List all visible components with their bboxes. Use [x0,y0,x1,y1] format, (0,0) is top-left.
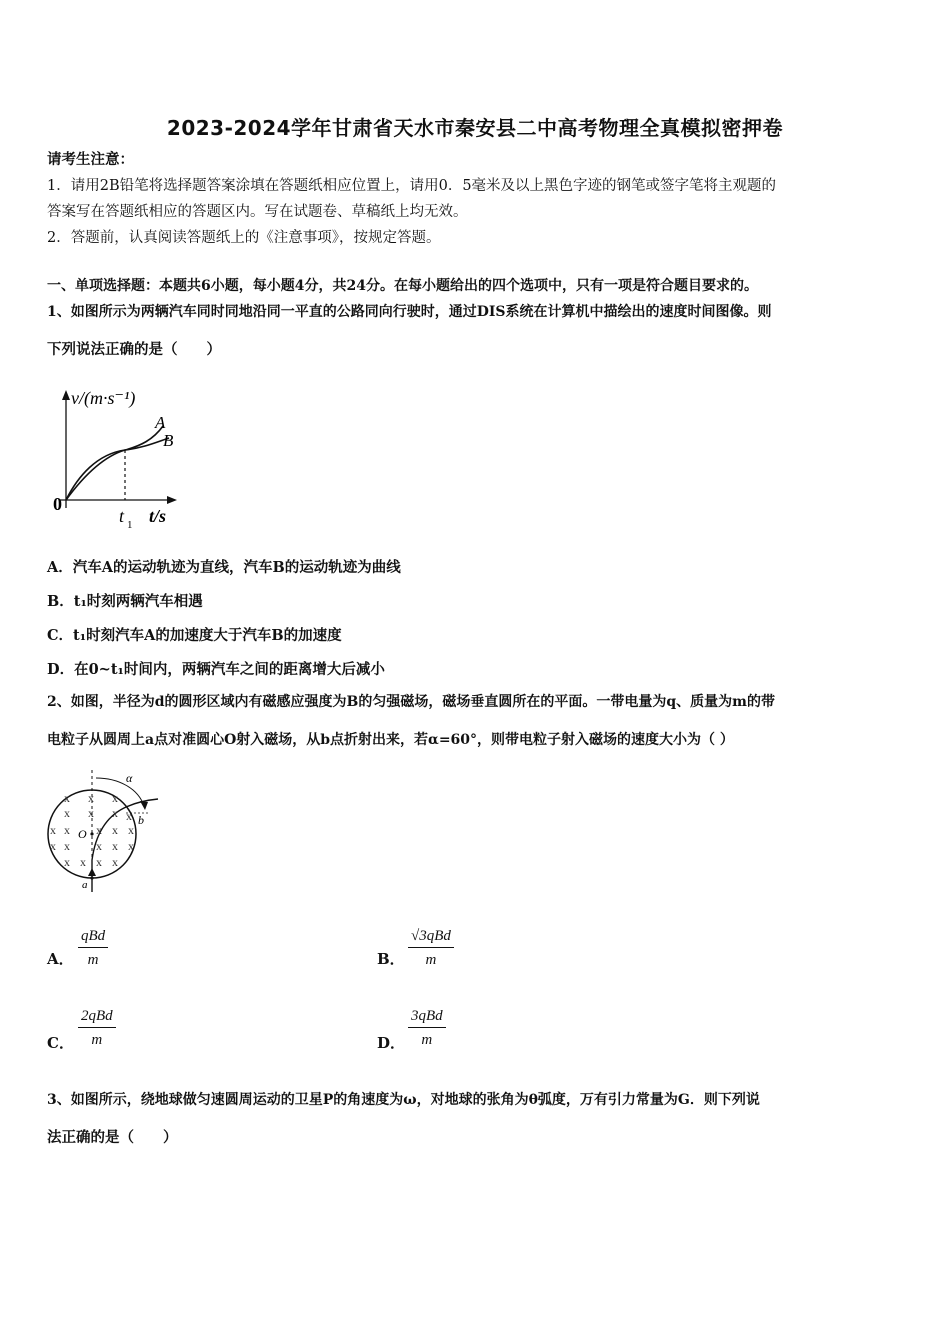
q2-option-a-fraction [78,928,108,969]
numerator: qBd [78,928,108,948]
curve-a [66,426,163,500]
notice-item-2: 2．答题前，认真阅读答题纸上的《注意事项》，按规定答题。 [47,230,441,246]
x-axis-label: t/s [149,506,167,526]
y-axis-label: v/(m·s⁻¹) [71,388,136,408]
curve-a-label: A [155,413,166,432]
cross: x [112,823,118,837]
cross: x [64,791,70,805]
cross: x [126,809,132,823]
t1-subscript: 1 [127,519,133,531]
numerator: √3qBd [408,928,454,948]
cross: x [112,791,118,805]
page-title: 2023-2024学年甘肃省天水市秦安县二中高考物理全真模拟密押卷 [166,116,784,140]
denominator: m [87,952,99,968]
x-axis-arrow [167,496,177,504]
cross: x [112,855,118,869]
q1-text-line-1: 1、如图所示为两辆汽车同时同地沿同一平直的公路同向行驶时，通过DIS系统在计算机中描绘出的速度时间图像。则 [47,304,772,320]
alpha-label: α [126,771,133,785]
cross: x [112,806,118,820]
q2-magnetic-field-figure [40,768,170,896]
cross: x [128,823,134,837]
numerator: 3qBd [408,1008,446,1028]
q2-option-d-fraction [408,1008,446,1049]
center-dot [90,832,93,835]
cross: x [96,839,102,853]
cross: x [64,839,70,853]
section-heading: 一、单项选择题：本题共6小题，每小题4分，共24分。在每小题给出的四个选项中，只有一项是符合题目要求的。 [47,278,758,294]
q2-text-line-1: 2、如图，半径为d的圆形区域内有磁感应强度为B的匀强磁场，磁场垂直圆所在的平面。一带电量为q、质量为m的带 [47,694,775,710]
notice-heading: 请考生注意： [47,151,134,168]
q2-text-line-2: 电粒子从圆周上a点对准圆心O射入磁场，从b点折射出来，若α=60°，则带电粒子射入磁场的速度大小为（ ） [47,732,734,748]
numerator: 2qBd [78,1008,116,1028]
cross: x [50,839,56,853]
curve-b [66,438,169,500]
q2-option-c-label: C． [47,1034,74,1052]
cross: x [128,839,134,853]
y-axis-arrow [62,390,70,400]
point-a-dot [90,876,93,879]
q1-velocity-time-graph [45,378,195,533]
q1-option-a: A．汽车A的运动轨迹为直线，汽车B的运动轨迹为曲线 [47,559,401,576]
notice-item-1-line-2: 答案写在答题纸相应的答题区内。写在试题卷、草稿纸上均无效。 [47,204,468,220]
cross: x [88,806,94,820]
point-b-label: b [138,813,144,827]
center-o-label: O [78,827,87,841]
curve-b-label: B [163,431,174,450]
cross: x [96,855,102,869]
t1-label: t [119,506,125,526]
cross: x [96,823,102,837]
q1-option-b: B．t₁时刻两辆汽车相遇 [47,593,203,610]
q1-option-d: D．在0~t₁时间内，两辆汽车之间的距离增大后减小 [47,661,385,678]
q2-option-b-label: B． [377,950,405,968]
point-a-label: a [82,879,88,891]
q3-text-line-2: 法正确的是（ ） [47,1129,178,1146]
alpha-arc-arrow [140,801,148,810]
notice-item-1-line-1: 1．请用2B铅笔将选择题答案涂填在答题纸相应位置上，请用0．5毫米及以上黑色字迹的钢笔或签字笔将主观题的 [47,178,777,194]
q2-option-c-fraction [78,1008,116,1049]
cross: x [88,791,94,805]
denominator: m [421,1032,433,1048]
entry-arrow [88,868,96,876]
q2-option-a-label: A． [47,950,74,968]
q2-option-b-fraction [408,928,454,969]
q1-option-c: C．t₁时刻汽车A的加速度大于汽车B的加速度 [47,627,342,644]
q1-text-line-2: 下列说法正确的是（ ） [47,341,221,358]
q3-text-line-1: 3、如图所示，绕地球做匀速圆周运动的卫星P的角速度为ω，对地球的张角为θ弧度，万有引力常量为G．则下列说 [47,1092,760,1108]
denominator: m [425,952,437,968]
q2-option-d-label: D． [377,1034,406,1052]
cross: x [64,806,70,820]
cross: x [64,855,70,869]
cross: x [112,839,118,853]
cross: x [64,823,70,837]
cross: x [80,855,86,869]
denominator: m [91,1032,103,1048]
cross: x [50,823,56,837]
origin-label: 0 [53,494,62,514]
